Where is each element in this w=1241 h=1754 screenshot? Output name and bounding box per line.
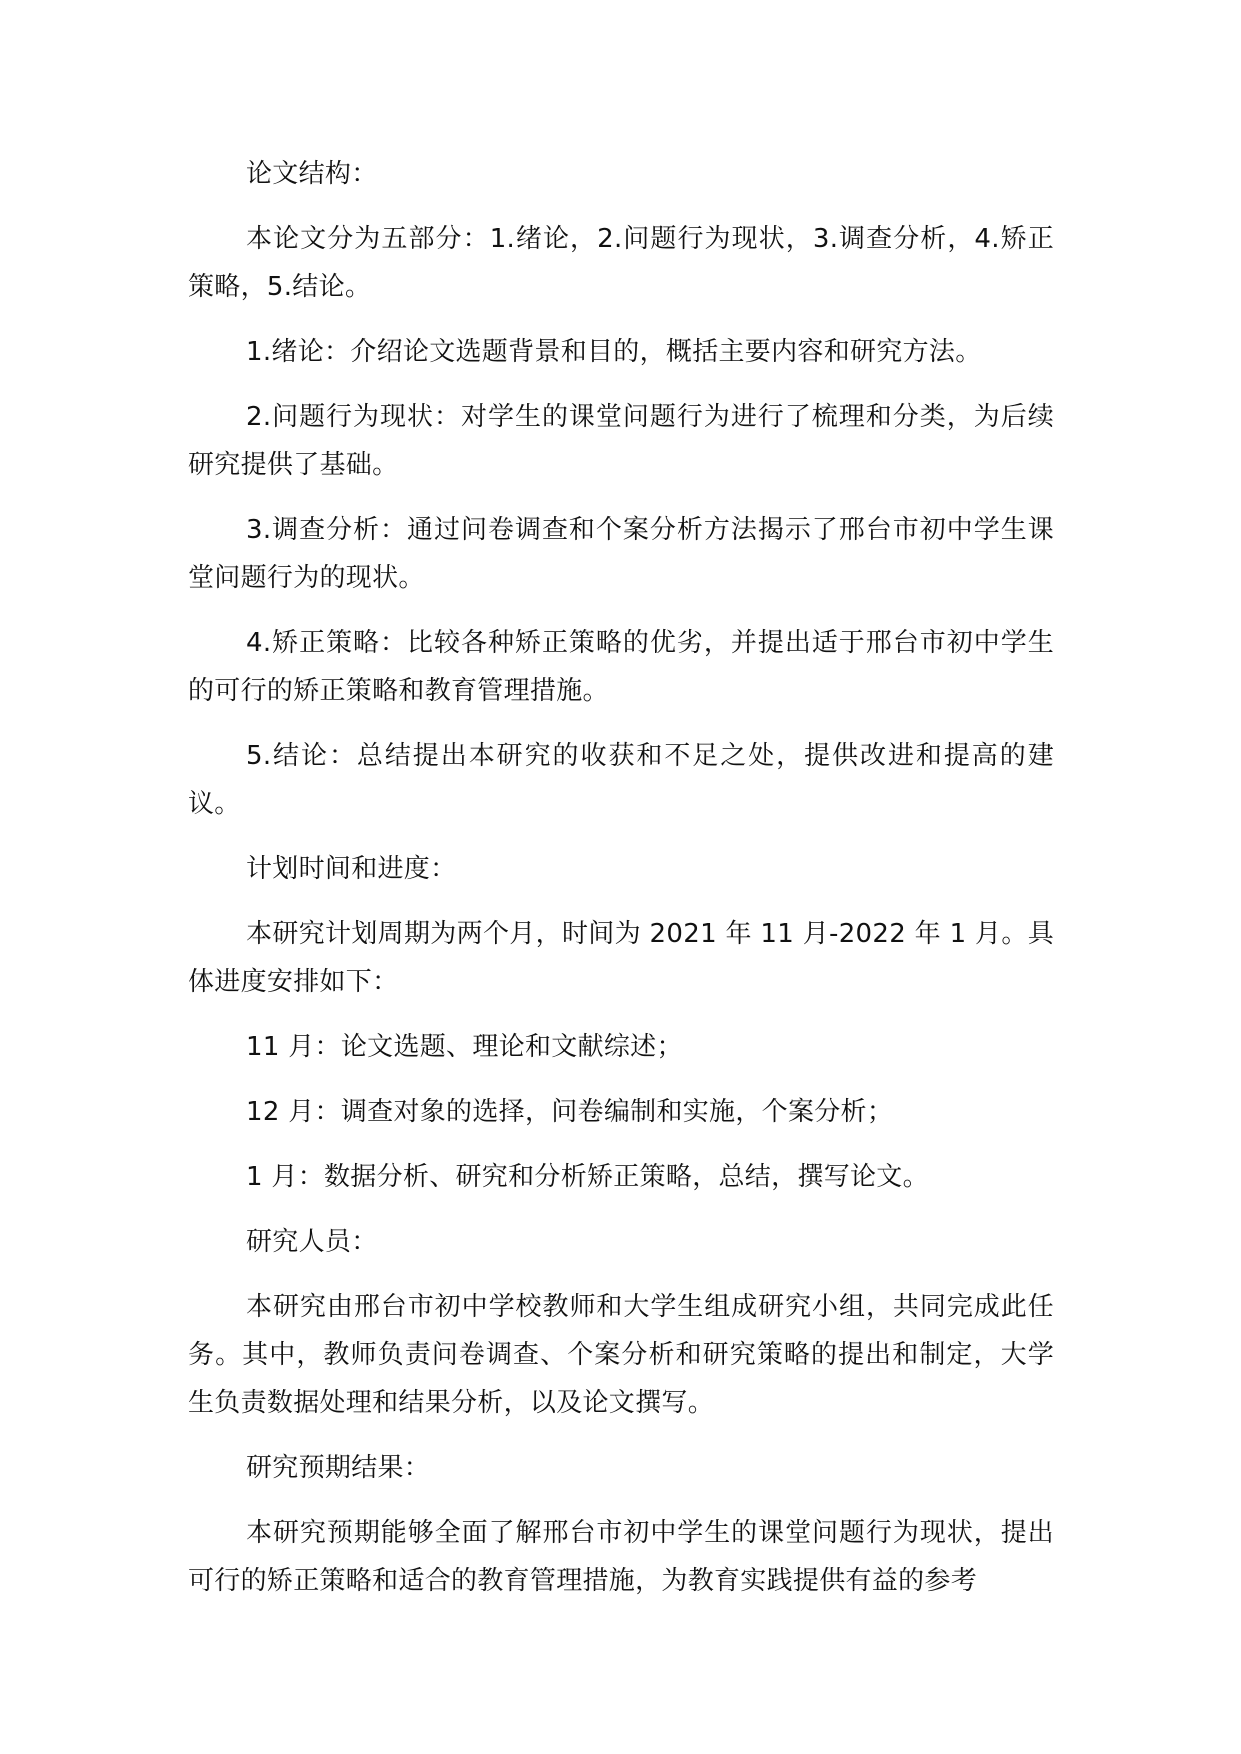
paragraph-part-2: 2.问题行为现状：对学生的课堂问题行为进行了梳理和分类，为后续研究提供了基础。	[188, 402, 1054, 480]
paragraph-part-4: 4.矫正策略：比较各种矫正策略的优劣，并提出适于邢台市初中学生的可行的矫正策略和教育管理措施。	[188, 628, 1054, 706]
heading-schedule: 计划时间和进度：	[246, 854, 457, 884]
paragraph-expected-results: 本研究预期能够全面了解邢台市初中学生的课堂问题行为现状，提出可行的矫正策略和适合的教育管理措施，为教育实践提供有益的参考	[188, 1518, 1054, 1596]
heading-expected-results: 研究预期结果：	[246, 1453, 431, 1483]
paragraph-part-5: 5.结论：总结提出本研究的收获和不足之处，提供改进和提高的建议。	[188, 741, 1054, 819]
paragraph-schedule-november: 11 月：论文选题、理论和文献综述；	[246, 1032, 683, 1062]
paragraph-part-1: 1.绪论：介绍论文选题背景和目的，概括主要内容和研究方法。	[246, 337, 982, 367]
paragraph-schedule-overview: 本研究计划周期为两个月，时间为 2021 年 11 月-2022 年 1 月。具体进度安排如下：	[188, 919, 1054, 997]
heading-researchers: 研究人员：	[246, 1227, 378, 1257]
paragraph-researchers: 本研究由邢台市初中学校教师和大学生组成研究小组，共同完成此任务。其中，教师负责问卷调查、个案分析和研究策略的提出和制定，大学生负责数据处理和结果分析，以及论文撰写。	[188, 1292, 1054, 1418]
document-body	[188, 150, 1054, 1622]
paragraph-schedule-january: 1 月：数据分析、研究和分析矫正策略，总结，撰写论文。	[246, 1162, 929, 1192]
paragraph-schedule-december: 12 月：调查对象的选择，问卷编制和实施，个案分析；	[246, 1097, 894, 1127]
paragraph-part-3: 3.调查分析：通过问卷调查和个案分析方法揭示了邢台市初中学生课堂问题行为的现状。	[188, 515, 1054, 593]
paragraph-structure-overview: 本论文分为五部分：1.绪论，2.问题行为现状，3.调查分析，4.矫正策略，5.结论。	[188, 224, 1054, 302]
heading-paper-structure: 论文结构：	[246, 159, 378, 189]
